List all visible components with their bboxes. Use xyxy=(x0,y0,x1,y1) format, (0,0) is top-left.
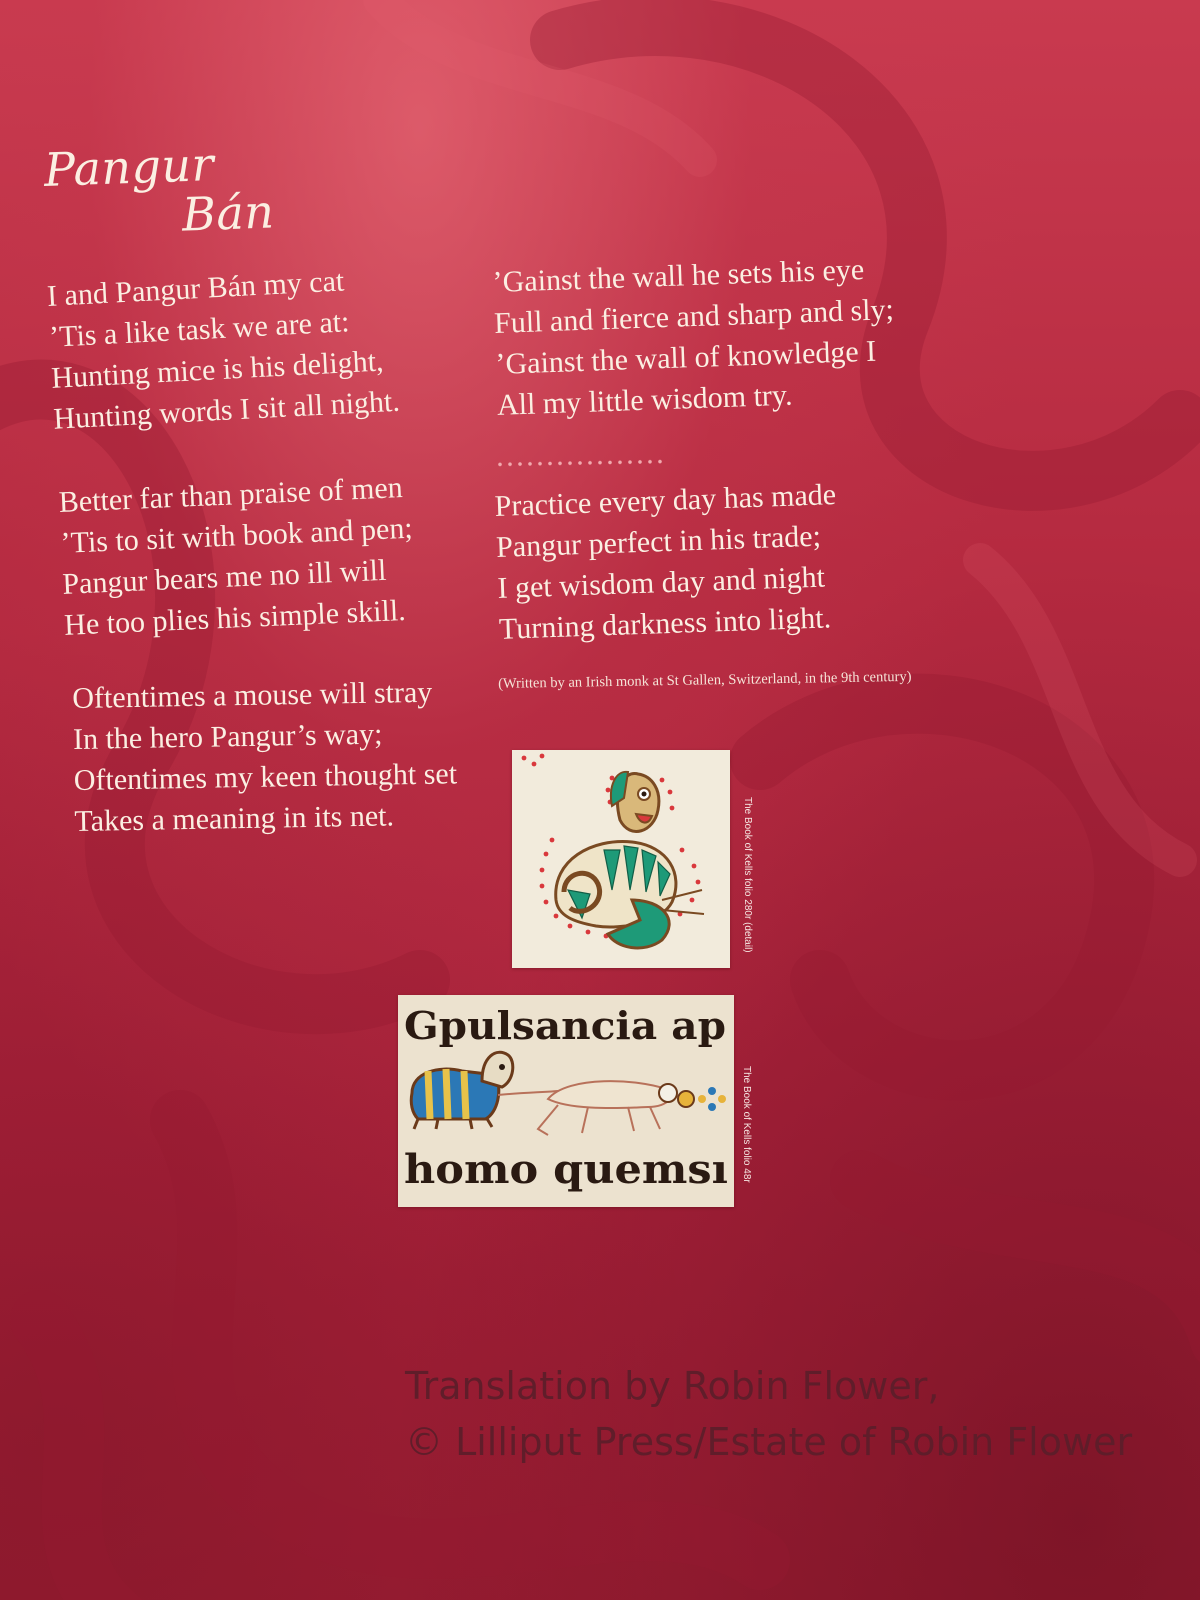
poem-line: He too plies his simple skill. xyxy=(63,593,407,642)
poem-line: ’Gainst the wall he sets his eye xyxy=(492,253,865,299)
poem-line: Takes a meaning in its net. xyxy=(74,799,395,838)
poem-stanza-1 xyxy=(46,258,401,440)
manuscript-image-cat-and-mouse xyxy=(398,995,734,1207)
poem-line: Hunting words I sit all night. xyxy=(52,384,401,436)
poem-line: Better far than praise of men xyxy=(58,470,404,519)
image-caption-folio-280r: The Book of Kells folio 280r (detail) xyxy=(742,797,753,953)
poem-line: Pangur bears me no ill will xyxy=(61,553,388,601)
mouse-head xyxy=(659,1084,677,1102)
poem-stanza-5 xyxy=(494,474,841,650)
translation-credit xyxy=(405,1358,1132,1470)
poem-line: All my little wisdom try. xyxy=(496,378,793,422)
poem-line: Pangur perfect in his trade; xyxy=(495,519,822,564)
wafer-disc xyxy=(678,1091,694,1107)
image-caption-folio-48r: The Book of Kells folio 48r xyxy=(741,1066,752,1183)
poem-line: I get wisdom day and night xyxy=(497,560,826,605)
poem-line: ’Gainst the wall of knowledge I xyxy=(495,334,877,381)
poem-title-line-2: Bán xyxy=(181,184,276,242)
manuscript-script-top: Gpulsancia ap xyxy=(404,1003,726,1048)
poem-stanza-4 xyxy=(492,248,897,426)
illuminated-cat-drawing xyxy=(512,750,730,968)
poem-line: Oftentimes a mouse will stray xyxy=(72,675,433,715)
poem-attribution: (Written by an Irish monk at St Gallen, Switzerland, in the 9th century) xyxy=(498,668,912,692)
poem-title-line-1: Pangur xyxy=(43,137,215,197)
poem-line: ’Tis a like task we are at: xyxy=(48,305,351,354)
poem-line: I and Pangur Bán my cat xyxy=(46,264,345,313)
poem-line: ’Tis to sit with book and pen; xyxy=(59,511,414,560)
poem-line: Practice every day has made xyxy=(494,478,837,523)
poem-line: Hunting mice is his delight, xyxy=(50,344,385,395)
poem-stanza-2 xyxy=(58,467,417,646)
manuscript-image-cat-initial xyxy=(512,750,730,968)
cat-and-mouse-manuscript-drawing xyxy=(398,995,734,1207)
poem-line: In the hero Pangur’s way; xyxy=(72,717,383,756)
credit-line-2: © Lilliput Press/Estate of Robin Flower xyxy=(405,1420,1133,1464)
credit-line-1: Translation by Robin Flower, xyxy=(405,1364,940,1408)
poem-line: Oftentimes my keen thought set xyxy=(73,757,458,797)
manuscript-script-bottom: homo quemsı xyxy=(404,1146,728,1193)
poem-stanza-3 xyxy=(72,671,458,842)
poem-line: Turning darkness into light. xyxy=(498,601,832,646)
poem-line: Full and fierce and sharp and sly; xyxy=(493,293,895,340)
